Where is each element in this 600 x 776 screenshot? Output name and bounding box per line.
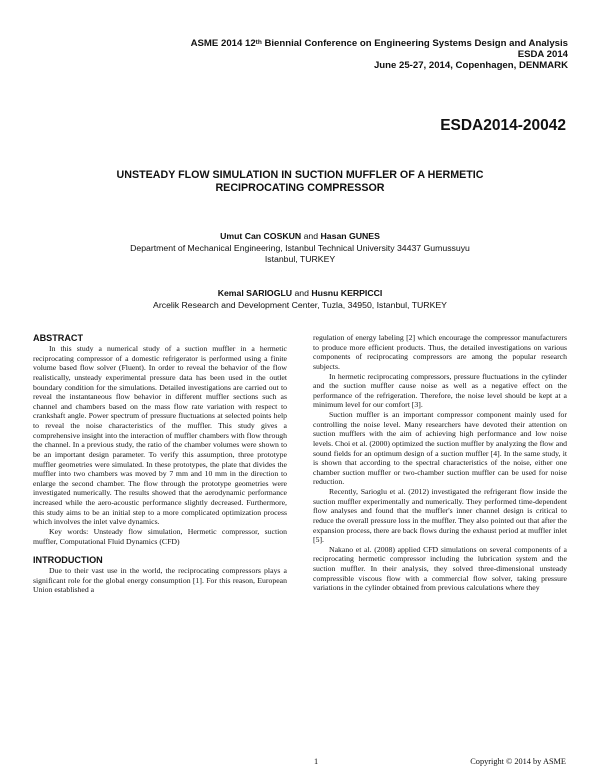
author-block-2 xyxy=(40,288,560,311)
page-number: 1 xyxy=(314,757,319,766)
author-names: Kemal SARIOGLU and Husnu KERPICCI xyxy=(217,288,383,298)
introduction-paragraph-4: Recently, Sarioglu et al. (2012) investigated the refrigerant flow inside the suction muffler experimentally and numerically. They performed time-dependent flow analyses and found that the muffler's inner channel design is critical to reduce the overall pressure loss in the muffler. They also pointed out that after the expansion process, there are back flows during the exhaust period at muffler inlet [5]. xyxy=(313,487,567,545)
conference-header xyxy=(68,38,568,72)
title-line-1: UNSTEADY FLOW SIMULATION IN SUCTION MUFFLER OF A HERMETIC xyxy=(116,169,484,181)
left-column xyxy=(33,333,287,595)
abstract-heading: ABSTRACT xyxy=(33,333,84,343)
right-column xyxy=(313,333,567,593)
author-affiliation: Arcelik Research and Development Center, Tuzla, 34950, Istanbul, TURKEY xyxy=(153,299,447,310)
keywords: Key words: Unsteady flow simulation, Hermetic compressor, suction muffler, Computational Fluid Dynamics (CFD) xyxy=(33,526,287,546)
abstract-body: In this study a numerical study of a suction muffler in a hermetic reciprocating compressor of a domestic refrigerator is performed using a finite volume based flow solver (Fluent). In order to reveal the behavior of the flow realistically, unsteady experimental pressure data has been used in the outlet boundary condition for the simulations. Detailed investigations are carried out to reveal the instantaneous flow behavior in different muffler sections such as channel and chambers based on the mass flow rate variation with respect to crankshaft angle. Power spectrum of pressure fluctuations at selected points help to reveal the noise characteristics of the muffler. This study gives a comprehensive insight into the interaction of muffler chambers with flow through the channel. In a previous study, the ratio of the chamber volumes were shown to be an important design parameter. To verify this assumption, three prototype muffler geometries were simulated. In these prototypes, the plate that divides the muffler into two chambers was moved by 7 mm and 10 mm in the direction to enlarge the second chamber. The flow through the prototype geometries were investigated numerically. The results showed that the aerodynamic performance increased while the aero-acoustic performance slightly decreased. Furthermore, this study aims to be an initial step to a more complicated optimization process which involves the inlet valve dynamics. xyxy=(33,344,287,527)
introduction-paragraph-2: In hermetic reciprocating compressors, pressure fluctuations in the cylinder and the suction muffler cause noise as well as a negative effect on the performance of the refrigeration. Therefore, the noise level should be kept at a minimum level for our comfort [3]. xyxy=(313,371,567,410)
conference-line-3: June 25-27, 2014, Copenhagen, DENMARK xyxy=(373,60,568,72)
introduction-paragraph-1-cont: regulation of energy labeling [2] which encourage the compressor manufacturers to produce more efficient products. Thus, the detailed investigations on various components of reciprocating compressors are among the popular research subjects. xyxy=(313,333,567,371)
introduction-paragraph-3: Suction muffler is an important compressor component mainly used for controlling the noise level. Many researchers have devoted their attention on suction mufflers with the aim of achieving high performance and low noise levels. Choi et al. (2000) optimized the suction muffler by analyzing the flow and sound fields for an optimum design of a suction muffler [4]. In the same study, it is shown that according to the spectral characteristics of the noise, either one chamber suction muffler or two-chamber suction muffler can be used for noise reduction. xyxy=(313,410,567,487)
paper-id: ESDA2014-20042 xyxy=(440,117,566,134)
introduction-paragraph-5: Nakano et al. (2008) applied CFD simulations on several components of a reciprocating hermetic compressor including the lubrication system and the suction muffler. In their analysis, they solved three-dimensional unsteady compressible viscous flow with a commercial flow solver, taking pressure variations in the cylinder obtained from previous calculations where they xyxy=(313,544,567,593)
copyright-notice: Copyright © 2014 by ASME xyxy=(470,757,566,766)
conference-line-2: ESDA 2014 xyxy=(517,49,568,61)
introduction-paragraph-1: Due to their vast use in the world, the reciprocating compressors plays a significant role for the global energy consumption [1]. For this reason, European Union established a xyxy=(33,566,287,595)
author-affiliation-2: Istanbul, TURKEY xyxy=(264,254,336,265)
paper-title xyxy=(70,169,530,195)
introduction-heading: INTRODUCTION xyxy=(33,555,103,566)
title-line-2: RECIPROCATING COMPRESSOR xyxy=(215,182,385,195)
author-names: Umut Can COSKUN and Hasan GUNES xyxy=(220,231,380,241)
author-block-1 xyxy=(40,231,560,266)
author-affiliation: Department of Mechanical Engineering, Istanbul Technical University 34437 Gumussuyu xyxy=(130,242,470,253)
conference-line-1: ASME 2014 12th Biennial Conference on Engineering Systems Design and Analysis xyxy=(190,38,568,49)
